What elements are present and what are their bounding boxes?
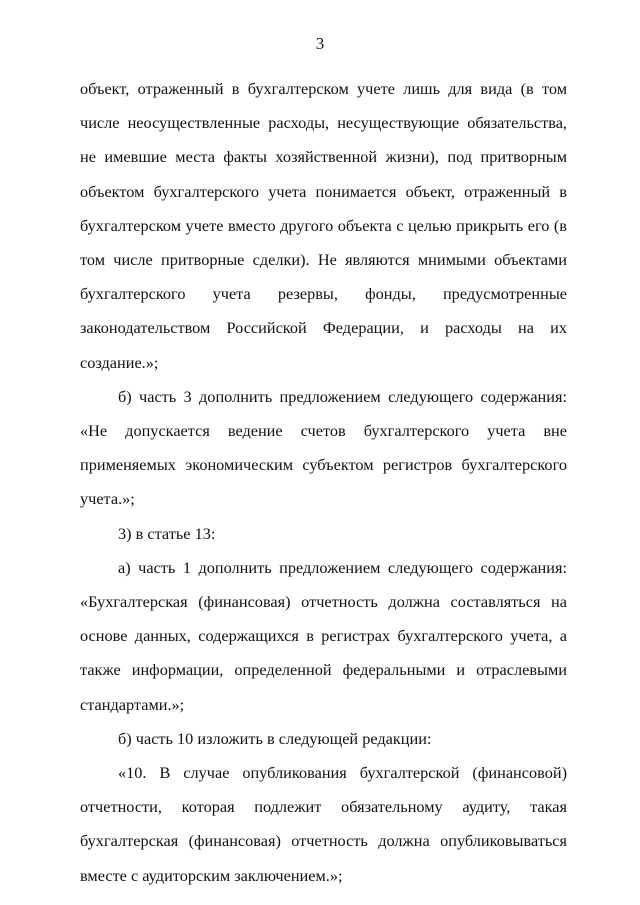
page-number: 3 <box>315 34 325 53</box>
paragraph-item-a-part-1: а) часть 1 дополнить предложением следующего содержания: «Бухгалтерская (финансовая) отчетность должна составляться на основе данных, содержащихся в регистрах бухгалтерского учета, а также информации, определенной федеральными и отраслевыми стандартами.»; <box>80 557 567 714</box>
paragraph-item-b-part-3: б) часть 3 дополнить предложением следующего содержания: «Не допускается ведение счетов бухгалтерского учета вне применяемых экономическим субъектом регистров бухгалтерского учета.»; <box>80 386 567 509</box>
paragraph-continuation: объект, отраженный в бухгалтерском учете лишь для вида (в том числе неосуществленные расходы, несуществующие обязательства, не имевшие места факты хозяйственной жизни), под притворным объектом бухгалтерского учета понимается объект, отраженный в бухгалтерском учете вместо другого объекта с целью прикрыть его (в том числе притворные сделки). Не являются мнимыми объектами бухгалтерского учета резервы, фонды, предусмотренные законодательством Российской Федерации, и расходы на их создание.»; <box>80 79 567 372</box>
paragraph-item-3-article-13: 3) в статье 13: <box>118 523 216 543</box>
paragraph-quote-10: «10. В случае опубликования бухгалтерской (финансовой) отчетности, которая подлежит обязательному аудиту, такая бухгалтерская (финансовая) отчетность должна опубликовываться вместе с аудиторским заключением.»; <box>80 763 567 885</box>
document-body <box>80 72 567 893</box>
paragraph-item-b-part-10: б) часть 10 изложить в следующей редакции: <box>118 728 432 748</box>
